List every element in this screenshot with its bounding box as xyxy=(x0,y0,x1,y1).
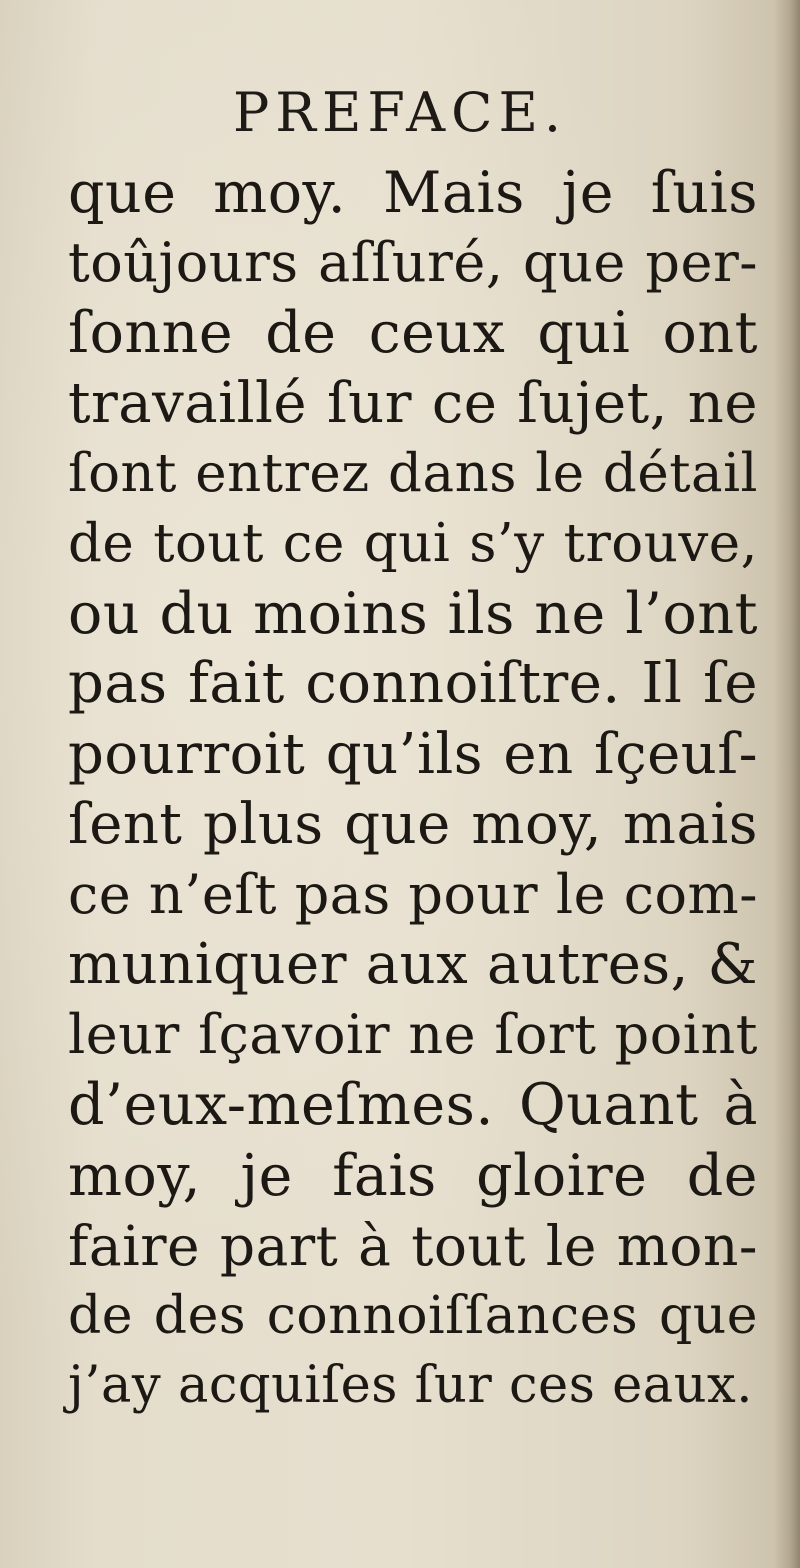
text-line: faire part à tout le mon- xyxy=(68,1213,758,1278)
text-line: de des connoiſſances que xyxy=(68,1286,758,1346)
text-line: ſent plus que moy, mais xyxy=(68,791,758,857)
text-line: muniquer aux autres, & xyxy=(68,932,758,998)
running-header: PREFACE. xyxy=(232,81,568,144)
text-line: d’eux-meſmes. Quant à xyxy=(68,1072,758,1139)
text-line: toûjours aſſuré, que per- xyxy=(68,231,758,295)
text-line: ou du moins ils ne l’ont xyxy=(68,581,758,648)
text-line-last: j’ay acquiſes ſur ces eaux. xyxy=(68,1356,754,1416)
text-line: leur ſçavoir ne ſort point xyxy=(68,1003,758,1067)
text-line: travaillé ſur ce ſujet, ne xyxy=(68,370,758,436)
text-line: ſonne de ceux qui ont xyxy=(68,300,758,367)
body-text xyxy=(68,158,758,1421)
text-line: que moy. Mais je ſuis xyxy=(68,160,758,226)
text-line: moy, je fais gloire de xyxy=(68,1142,758,1209)
text-line: ce n’eſt pas pour le com- xyxy=(68,862,758,926)
text-line: ſont entrez dans le détail xyxy=(68,442,758,504)
text-line: pas fait connoiſtre. Il ſe xyxy=(68,651,758,717)
text-line: de tout ce qui s’y trouve, xyxy=(68,512,758,574)
text-line: pourroit qu’ils en ſçeuſ- xyxy=(68,721,758,787)
